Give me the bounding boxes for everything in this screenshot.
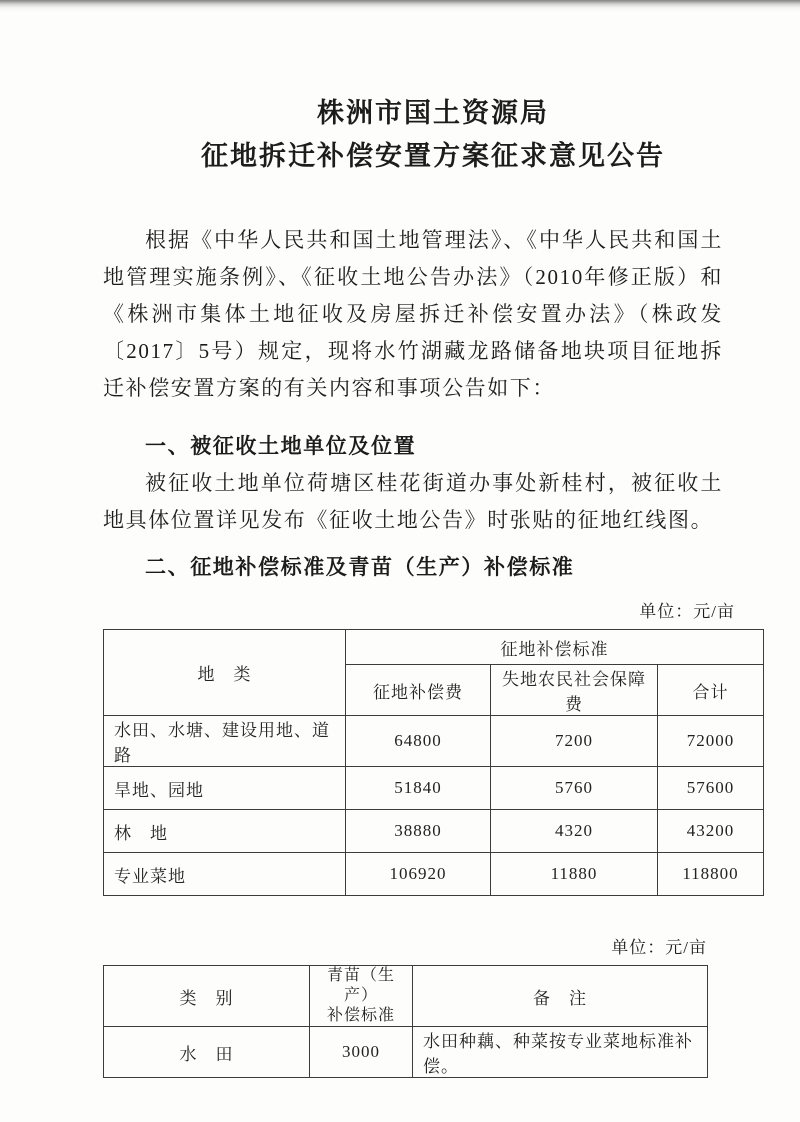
land-compensation-table (103, 629, 764, 896)
fee-cell: 38880 (346, 810, 491, 853)
land-type-cell: 旱地、园地 (104, 767, 346, 810)
title-line-1: 株洲市国土资源局 (317, 98, 549, 128)
table1-header-total: 合计 (658, 665, 764, 716)
table-row (104, 767, 764, 810)
standard-cell: 3000 (310, 1027, 413, 1078)
remark-cell: 水田种藕、种菜按专业菜地标准补偿。 (413, 1027, 708, 1078)
table-row (104, 853, 764, 896)
table2-header-seedling (310, 966, 413, 1027)
total-cell: 72000 (658, 716, 764, 767)
table2-unit-label: 单位：元/亩 (611, 938, 707, 957)
social-cell: 7200 (491, 716, 658, 767)
land-type-cell: 水田、水塘、建设用地、道路 (104, 716, 346, 767)
table1-header-landtype: 地 类 (104, 630, 346, 716)
social-cell: 4320 (491, 810, 658, 853)
category-cell: 水 田 (104, 1027, 310, 1078)
fee-cell: 64800 (346, 716, 491, 767)
social-cell: 11880 (491, 853, 658, 896)
table-row (104, 1027, 708, 1078)
section-1-heading: 一、被征收土地单位及位置 (145, 434, 417, 458)
social-cell: 5760 (491, 767, 658, 810)
total-cell: 57600 (658, 767, 764, 810)
total-cell: 118800 (658, 853, 764, 896)
fee-cell: 51840 (346, 767, 491, 810)
fee-cell: 106920 (346, 853, 491, 896)
land-type-cell: 林 地 (104, 810, 346, 853)
document-title (103, 92, 763, 178)
seedling-header-line2: 补偿标准 (326, 1007, 395, 1024)
seedling-compensation-table (103, 965, 708, 1078)
section-2-heading: 二、征地补偿标准及青苗（生产）补偿标准 (145, 555, 575, 579)
table-row (104, 716, 764, 767)
document-content (103, 0, 763, 1078)
seedling-header-line1: 青苗（生产） (326, 967, 395, 1004)
total-cell: 43200 (658, 810, 764, 853)
table2-header-category: 类 别 (104, 966, 310, 1027)
intro-paragraph: 根据《中华人民共和国土地管理法》、《中华人民共和国土地管理实施条例》、《征收土地公告办法》（2010年修正版）和《株洲市集体土地征收及房屋拆迁补偿安置办法》（株政发〔2017〕5号）规定，现将水竹湖藏龙路储备地块项目征地拆迁补偿安置方案的有关内容和事项公告如下： (103, 228, 723, 400)
title-line-2: 征地拆迁补偿安置方案征求意见公告 (201, 141, 665, 171)
table1-unit-label: 单位：元/亩 (639, 602, 735, 621)
table1-header-social: 失地农民社会保障费 (491, 665, 658, 716)
table1-header-fee: 征地补偿费 (346, 665, 491, 716)
table-row (104, 810, 764, 853)
table1-header-group: 征地补偿标准 (346, 630, 764, 665)
section-1-body: 被征收土地单位荷塘区桂花街道办事处新桂村，被征收土地具体位置详见发布《征收土地公告》时张贴的征地红线图。 (103, 471, 723, 532)
table2-header-remark: 备 注 (413, 966, 708, 1027)
land-type-cell: 专业菜地 (104, 853, 346, 896)
